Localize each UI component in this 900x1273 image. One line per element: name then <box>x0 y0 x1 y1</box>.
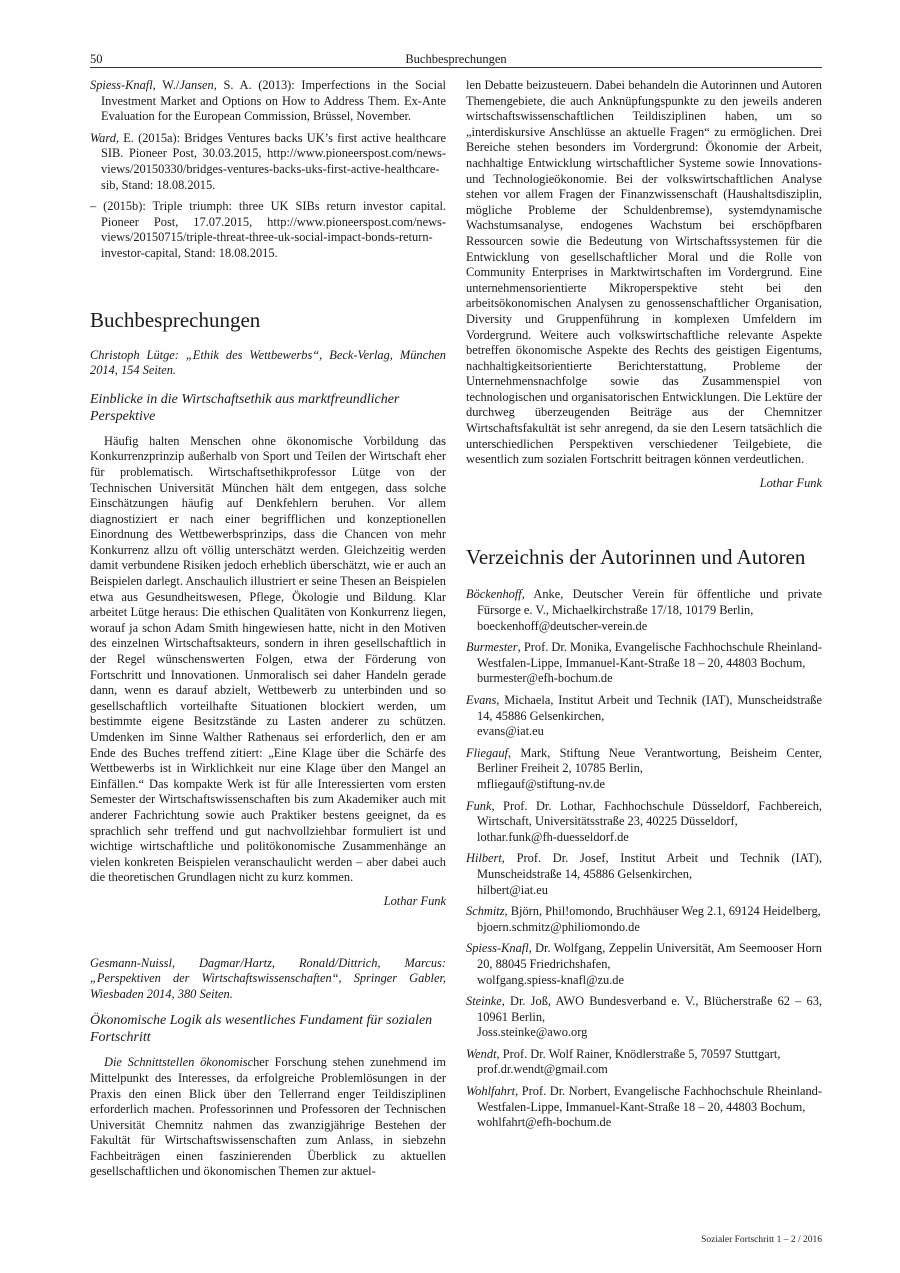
page-header <box>90 51 822 68</box>
author-email[interactable]: bjoern.schmitz@philiomondo.de <box>477 919 640 934</box>
author-email[interactable]: hilbert@iat.eu <box>477 882 548 897</box>
author-list <box>466 587 822 1130</box>
review-title: Einblicke in die Wirtschaftsethik aus marktfreundlicher Perspektive <box>90 391 400 424</box>
review-signature: Lothar Funk <box>383 893 446 908</box>
section-title-authors: Verzeichnis der Autorinnen und Autoren <box>466 545 806 570</box>
author-entry: Funk, Prof. Dr. Lothar, Fachhochschule Düsseldorf, Fachbereich, Wirtschaft, Universitätsstraße 23, 40225 Düsseldorf, lothar.funk@fh-duesseldorf.de <box>466 798 822 844</box>
left-column <box>90 78 446 1180</box>
review-book-citation: Christoph Lütge: „Ethik des Wettbewerbs“, Beck-Verlag, München 2014, 154 Seiten. <box>90 347 446 378</box>
references-list <box>90 78 446 262</box>
author-entry: Hilbert, Prof. Dr. Josef, Institut Arbeit und Technik (IAT), Munscheidstraße 14, 45886 Gelsenkirchen, hilbert@iat.eu <box>466 851 822 897</box>
reference-entry: Spiess-Knafl, W./Jansen, S. A. (2013): Imperfections in the Social Investment Market and Options on How to Address Them. Ex-Ante Evaluation for the European Commission, Brüssel, November. <box>90 78 446 124</box>
author-entry: Burmester, Prof. Dr. Monika, Evangelische Fachhochschule Rheinland-Westfalen-Lippe, Immanuel-Kant-Straße 18 – 20, 44803 Bochum, burmester@efh-bochum.de <box>466 640 822 686</box>
review-book-citation: Gesmann-Nuissl, Dagmar/Hartz, Ronald/Dittrich, Marcus: „Perspektiven der Wirtschaftswissenschaften“, Springer Gabler, Wiesbaden 2014, 380 Seiten. <box>90 955 446 1001</box>
author-email[interactable]: prof.dr.wendt@gmail.com <box>477 1062 608 1077</box>
reference-entry: – (2015b): Triple triumph: three UK SIBs return investor capital. Pioneer Post, 17.07.2015, http://www.pioneerspost.com/news-views/20150715/triple-threat-three-uk-social-impact-bonds-return-investor-capital, Stand: 18.08.2015. <box>90 199 446 260</box>
author-email[interactable]: boeckenhoff@deutscher-verein.de <box>477 618 648 633</box>
author-entry: Steinke, Dr. Joß, AWO Bundesverband e. V., Blücherstraße 62 – 63, 10961 Berlin, Joss.steinke@awo.org <box>466 994 822 1040</box>
right-column <box>466 78 822 1137</box>
page-footer: Sozialer Fortschritt 1 – 2 / 2016 <box>701 1235 822 1245</box>
author-email[interactable]: Joss.steinke@awo.org <box>477 1025 588 1040</box>
author-entry: Evans, Michaela, Institut Arbeit und Technik (IAT), Munscheidstraße 14, 45886 Gelsenkirchen, evans@iat.eu <box>466 693 822 739</box>
section-title-reviews: Buchbesprechungen <box>90 307 261 332</box>
author-entry: Böckenhoff, Anke, Deutscher Verein für öffentliche und private Fürsorge e. V., Michaelkirchstraße 17/18, 10179 Berlin, boeckenhoff@deutscher-verein.de <box>466 587 822 633</box>
author-email[interactable]: evans@iat.eu <box>477 724 544 739</box>
reference-entry: Ward, E. (2015a): Bridges Ventures backs UK’s first active healthcare SIB. Pioneer Post, 30.03.2015, http://www.pioneerspost.com/news-views/20150330/bridges-ventures-backs-uks-first-active-healthcare-sib, Stand: 18.08.2015. <box>90 130 446 192</box>
running-title: Buchbesprechungen <box>405 52 507 66</box>
author-entry: Fliegauf, Mark, Stiftung Neue Verantwortung, Beisheim Center, Berliner Freiheit 2, 10785 Berlin, mfliegauf@stiftung-nv.de <box>466 745 822 791</box>
review-body-continued: len Debatte beizusteuern. Dabei behandeln die Autorinnen und Autoren Themengebiete, die auch Anknüpfungspunkte zu den jeweils anderen wirtschaftswissenschaftlichen Teildisziplinen haben, um so „interdiskursive Anschlüsse an aktuelle Fragen“ zu ermöglichen. Drei Bereiche stehen besonders im Vordergrund: Ökonomie der Arbeit, nachhaltige Entwicklung wirtschaftlicher Systeme sowie Innovations- und Technologieökonomie. Bei der volkswirtschaftlichen Analyse stehen vor allem Fragen der Finanzwissenschaft (Haushaltsdisziplin, mögliche Probleme der Schuldenbremse), systemdynamische Wachstumsanalyse, endogenes Wachstum bei erschöpfbaren Ressourcen sowie die Bedeutung von Wirtschaftssystemen für die Entwicklung von gesellschaftlicher Moral und die Rolle von Community Enterprises in Marktwirtschaften im Vordergrund. Eine unternehmensorientierte Mikroperspektive steht bei den arbeitsökonomischen Analysen zu genossenschaftlicher Organisation, Diversity und Gruppenführung in komplexen Umfeldern im Vordergrund. Weitere auch volkswirtschaftliche relevante Aspekte betreffen ökonomische Aspekte des Rechts des geistigen Eigentums, nachhaltigkeitsorientierte Berichterstattung, Probleme der Unternehmensnachfolge sowie das Zusammenspiel von technologischen und organisatorischen Entwicklungen. Die Lektüre der durchweg überzeugenden Beiträge aus der Chemnitzer Wirtschaftsfakultät ist sehr anregend, da sie den Lesern tatsächlich die unterschiedlichen Perspektiven verschiedener Teilgebiete, die wesentlich zum sozialen Fortschritt beitragen können verdeutlichen. <box>466 78 822 467</box>
author-email[interactable]: burmester@efh-bochum.de <box>477 671 613 686</box>
page-number: 50 <box>90 52 103 66</box>
review-body-start: Die Schnittstellen ökonomischer Forschung stehen zunehmend im Mittelpunkt des Interesses, da erfolgreiche Problemlösungen in der Praxis den einen Blick über den Tellerrand enger Teildisziplinen erforderlich machen. Professorinnen und Professoren der Technischen Universität Chemnitz nahmen das zwanzigjährige Bestehen der Fakultät für Wirtschaftswissenschaften zum Anlass, in siebzehn Fachbeiträgen einen faszinierenden Überblick zu aktuellen gesellschaftlichen und ökonomischen Themen zur aktuel- <box>90 1055 447 1179</box>
author-entry: Wendt, Prof. Dr. Wolf Rainer, Knödlerstraße 5, 70597 Stuttgart, prof.dr.wendt@gmail.com <box>466 1047 822 1078</box>
review-signature: Lothar Funk <box>759 475 822 490</box>
author-email[interactable]: wolfgang.spiess-knafl@zu.de <box>477 972 624 987</box>
author-email[interactable]: lothar.funk@fh-duesseldorf.de <box>477 829 629 844</box>
author-entry: Spiess-Knafl, Dr. Wolfgang, Zeppelin Universität, Am Seemooser Horn 20, 88045 Friedrichshafen, wolfgang.spiess-knafl@zu.de <box>466 941 822 987</box>
author-email[interactable]: mfliegauf@stiftung-nv.de <box>477 776 605 791</box>
author-entry: Wohlfahrt, Prof. Dr. Norbert, Evangelische Fachhochschule Rheinland-Westfalen-Lippe, Immanuel-Kant-Straße 18 – 20, 44803 Bochum, wohlfahrt@efh-bochum.de <box>466 1084 822 1130</box>
review-title: Ökonomische Logik als wesentliches Fundament für sozialen Fortschritt <box>90 1013 433 1046</box>
author-email[interactable]: wohlfahrt@efh-bochum.de <box>477 1115 612 1130</box>
author-entry: Schmitz, Björn, Phil!omondo, Bruchhäuser Weg 2.1, 69124 Heidelberg, bjoern.schmitz@philiomondo.de <box>466 904 821 934</box>
review-body: Häufig halten Menschen ohne ökonomische Vorbildung das Konkurrenzprinzip außerhalb von Sport und Teilen der Wirtschaft eher für problematisch. Wirtschaftsethikprofessor Lütge von der Technischen Universität München hält dem entgegen, dass solche Einschätzungen häufig auf Denkfehlern beruhen. Vor allem diagnostiziert er nach einer begrifflichen und konzeptionellen Einordnung des Wettbewerbsprinzips, dass die Chancen von mehr Konkurrenz allzu oft völlig unterschätzt werden. Gleichzeitig werden damit verbundene Risiken jedoch erheblich überschätzt, wie er auch an Beispielen darlegt. Anschaulich illustriert er seine Thesen an Beispielen etwa aus Gesundheitswesen, Pflege, Ökologie und Bildung. Klar arbeitet Lütge heraus: Die ethischen Qualitäten von Konkurrenz liegen, worauf ja schon Adam Smith hingewiesen hatte, nicht in den Motiven des einzelnen Wirtschaftsakteurs, sondern in ihren gesellschaftlich in der Regel wünschenswerten Folgen, etwa der Förderung von Fortschritt und Innovationen. Unmoralisch sei daher Handeln gerade dann, wenn es darauf abzielt, Wettbewerb zu unterbinden und so gesellschaftlich vorteilhafte Situationen blockiert werden, um bestimmte eigene Besitzstände zu Lasten anderer zu schützen. Umdenken im Sinne Walther Rathenaus sei erforderlich, den er am Ende des Buches treffend zitiert: „Eine Klage über die Schärfe des Wettbewerbs ist in Wirklichkeit nur eine Klage über den Mangel an Einfällen.“ Das kompakte Werk ist für alle Interessierten vom ersten Semester der Wirtschaftswissenschaften bis zum Akademiker auch mit anderer Fachrichtung sowie auch Praktiker bestens geeignet, da es sprachlich sehr treffend und gut nachvollziehbar formuliert ist und wichtige wirtschaftliche und politökonomische Zusammenhänge an vielen konkreten Beispielen veranschaulicht werden – aber dabei auch die theoretischen Grundlagen nicht zu kurz kommen. <box>90 433 446 885</box>
